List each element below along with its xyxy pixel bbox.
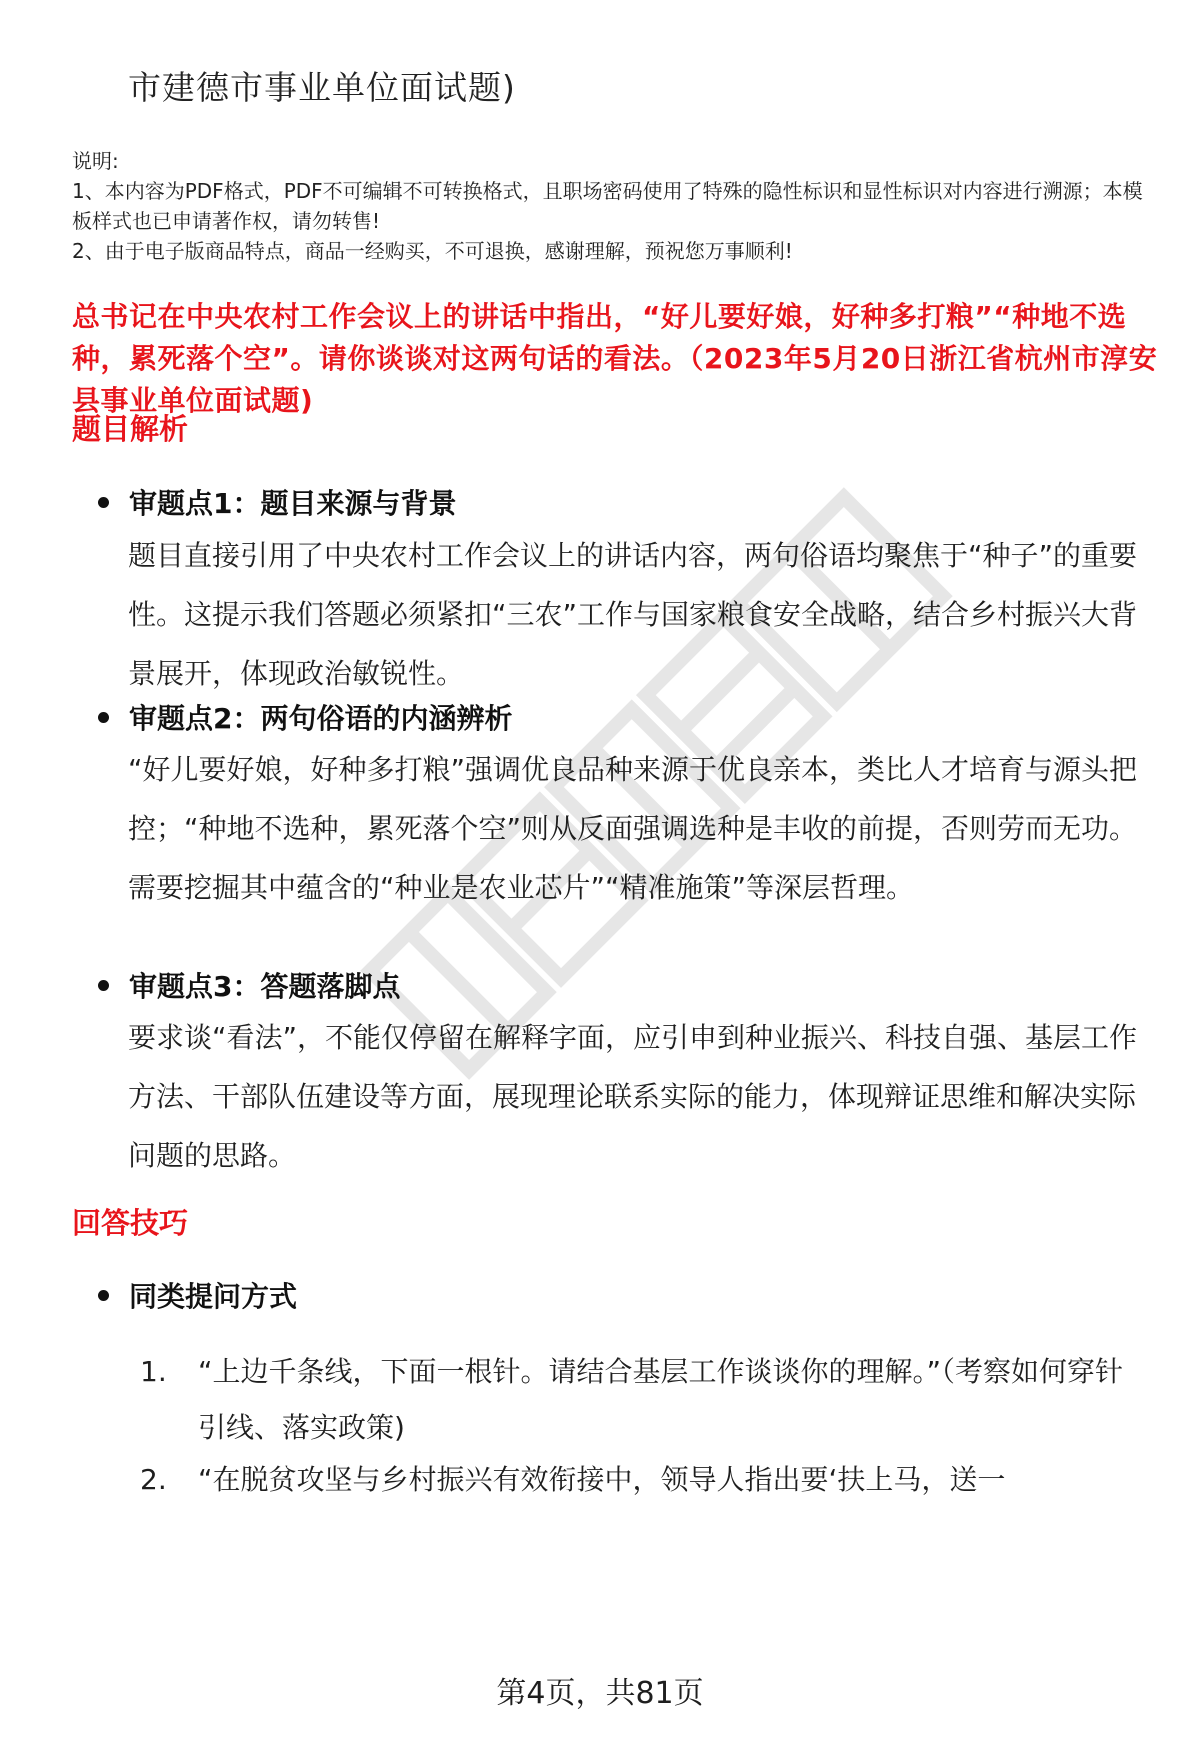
analysis-heading: 题目解析 [72, 412, 189, 446]
analysis-point-2-body [128, 740, 1148, 917]
list-item-text: “在脱贫攻坚与乡村振兴有效衔接中，领导人指出要‘扶上马，送一 [198, 1463, 1006, 1496]
tips-subheading-text: 同类提问方式 [129, 1280, 298, 1313]
bullet-icon [98, 1290, 109, 1301]
point-body-text: 要求谈“看法”，不能仅停留在解释字面，应引申到种业振兴、科技自强、基层工作方法、干部队伍建设等方面，展现理论联系实际的能力，体现辩证思维和解决实际问题的思路。 [128, 1021, 1138, 1172]
point-body-text: 题目直接引用了中央农村工作会议上的讲话内容，两句俗语均聚焦于“种子”的重要性。这提示我们答题必须紧扣“三农”工作与国家粮食安全战略，结合乡村振兴大背景展开，体现政治敏锐性。 [128, 539, 1138, 690]
list-item [140, 1452, 1150, 1508]
analysis-point-1-body [128, 526, 1148, 703]
notice-label: 说明: [72, 149, 119, 173]
list-item-text: “上边千条线，下面一根针。请结合基层工作谈谈你的理解。”（考察如何穿针引线、落实政策) [198, 1355, 1124, 1444]
list-item-number: 1. [140, 1355, 167, 1388]
analysis-point-2-title [98, 697, 512, 737]
point-title-text: 审题点3：答题落脚点 [129, 970, 401, 1003]
analysis-point-1-title [98, 482, 456, 522]
tips-subheading [98, 1275, 297, 1315]
bullet-icon [98, 497, 109, 508]
point-title-text: 审题点2：两句俗语的内涵辨析 [129, 702, 513, 735]
page-footer: 第4页，共81页 [496, 1676, 704, 1711]
bullet-icon [98, 712, 109, 723]
question-text: 总书记在中央农村工作会议上的讲话中指出，“好儿要好娘，好种多打粮”“种地不选种，累死落个空”。请你谈谈对这两句话的看法。（2023年5月20日浙江省杭州市淳安县事业单位面试题) [72, 300, 1158, 417]
list-item-number: 2. [140, 1463, 167, 1496]
bullet-icon [98, 980, 109, 991]
point-title-text: 审题点1：题目来源与背景 [129, 487, 457, 520]
analysis-point-3-title [98, 965, 400, 1005]
tips-heading: 回答技巧 [72, 1206, 189, 1240]
analysis-point-3-body [128, 1008, 1148, 1185]
notice-line-2: 2、由于电子版商品特点，商品一经购买，不可退换，感谢理解，预祝您万事顺利! [72, 239, 793, 263]
notice-line-1: 1、本内容为PDF格式，PDF不可编辑不可转换格式，且职场密码使用了特殊的隐性标识和显性标识对内容进行溯源；本模板样式也已申请著作权，请勿转售! [72, 179, 1143, 233]
page-top-title: 市建德市事业单位面试题) [128, 68, 516, 107]
list-item [140, 1344, 1150, 1456]
notice-block [72, 146, 1162, 266]
point-body-text: “好儿要好娘，好种多打粮”强调优良品种来源于优良亲本，类比人才培育与源头把控；“种地不选种，累死落个空”则从反面强调选种是丰收的前提，否则劳而无功。需要挖掘其中蕴含的“种业是农业芯片”“精准施策”等深层哲理。 [128, 753, 1138, 904]
